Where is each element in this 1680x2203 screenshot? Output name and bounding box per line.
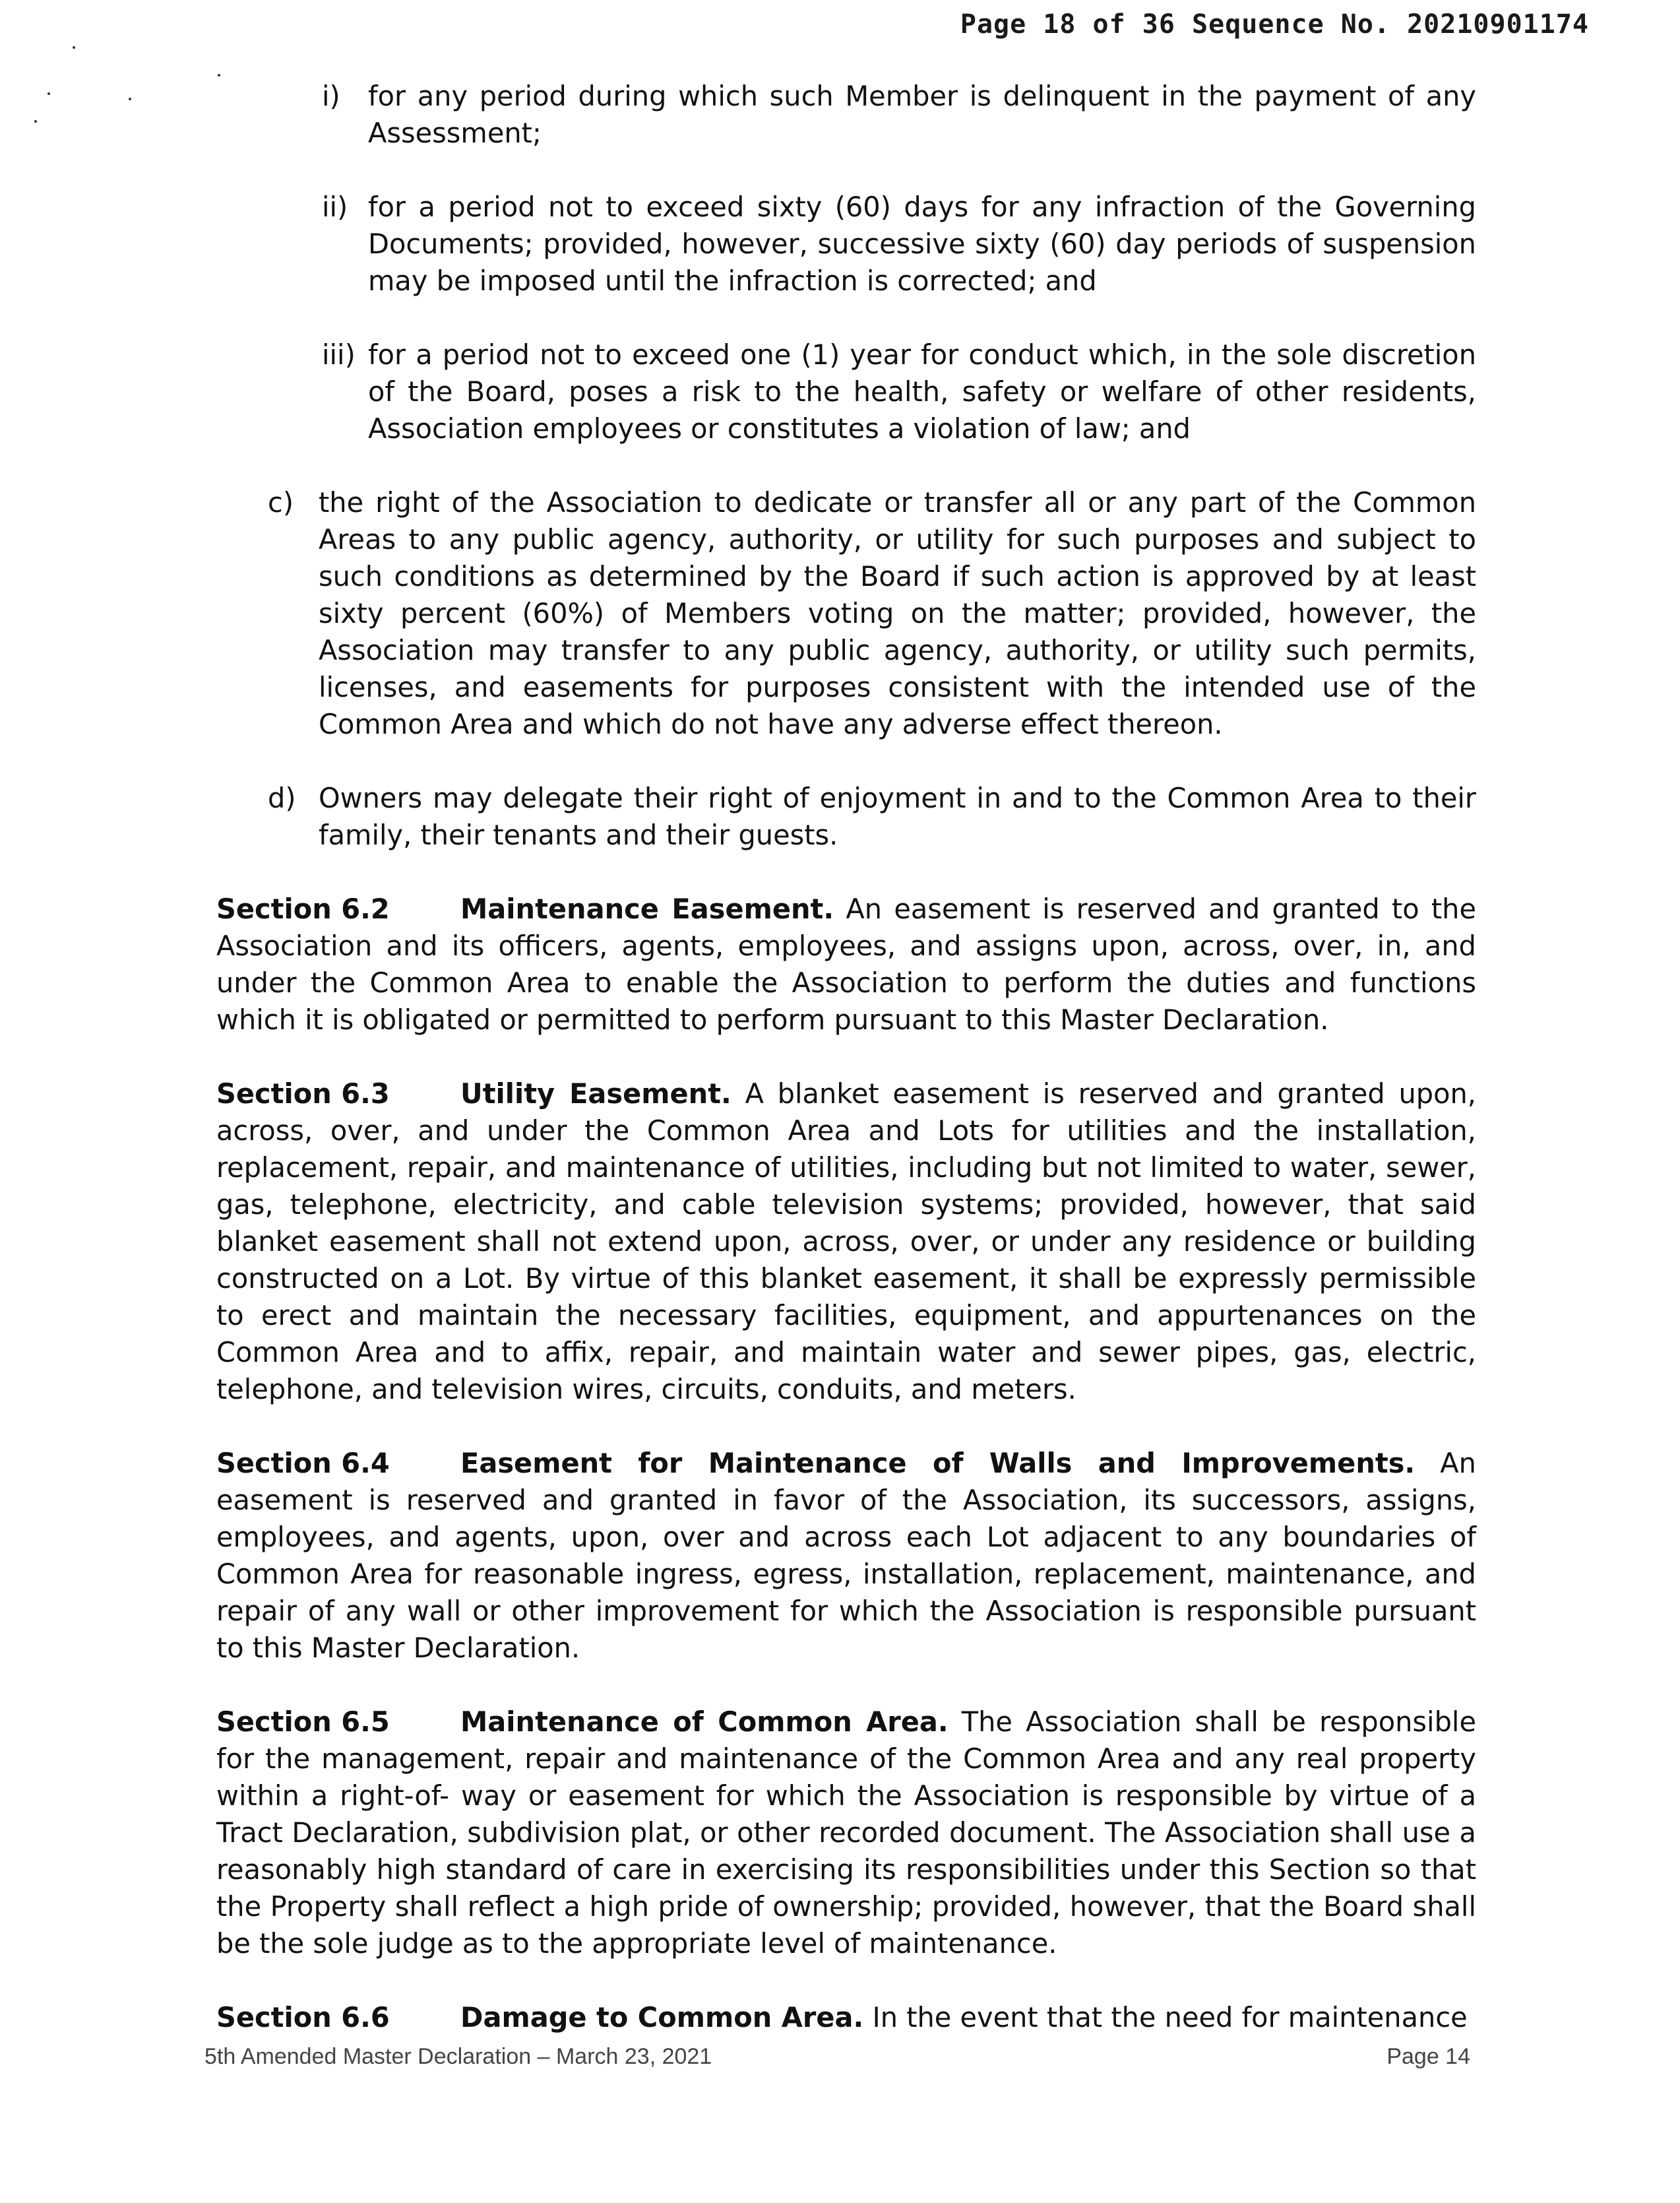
list-item-text: for a period not to exceed sixty (60) days for any infraction of the Governing Documents; provided, however, successive sixty (60) day periods of suspension may be imposed until the infraction is corrected; and [368, 191, 1476, 297]
section-body: An easement is reserved and granted in favor of the Association, its successors, assigns, employees, and agents, upon, over and across each Lot adjacent to any boundaries of Common Area for reasonable ingress, egress, installation, replacement, maintenance, and repair of any wall or other improvement for which the Association is responsible pursuant to this Master Declaration. [216, 1447, 1476, 1664]
section-title: Damage to Common Area. [460, 2001, 864, 2033]
list-item-c [216, 484, 1476, 743]
page-sequence-stamp: Page 18 of 36 Sequence No. 20210901174 [960, 9, 1589, 40]
section-6-2 [216, 891, 1476, 1038]
section-title: Maintenance Easement. [460, 893, 834, 925]
section-title: Maintenance of Common Area. [460, 1706, 949, 1738]
list-item-text: for any period during which such Member is delinquent in the payment of any Assessment; [368, 80, 1476, 149]
section-body: The Association shall be responsible for the management, repair and maintenance of the Common Area and any real property within a right-of- way or easement for which the Association is responsible by virtue of a Tract Declaration, subdivision plat, or other recorded document. The Association shall use a reasonably high standard of care in exercising its responsibilities under this Section so that the Property shall reflect a high pride of ownership; provided, however, that the Board shall be the sole judge as to the appropriate level of maintenance. [216, 1706, 1476, 1960]
section-body: A blanket easement is reserved and granted upon, across, over, and under the Common Area and Lots for utilities and the installation, replacement, repair, and maintenance of utilities, including but not limited to water, sewer, gas, telephone, electricity, and cable television systems; provided, however, that said blanket easement shall not extend upon, across, over, or under any residence or building constructed on a Lot. By virtue of this blanket easement, it shall be expressly permissible to erect and maintain the necessary facilities, equipment, and appurtenances on the Common Area and to affix, repair, and maintain water and sewer pipes, gas, electric, telephone, and television wires, circuits, conduits, and meters. [216, 1077, 1476, 1405]
section-6-3 [216, 1075, 1476, 1408]
list-marker: i) [322, 80, 340, 112]
footer-page-number: Page 14 [1386, 2044, 1470, 2069]
section-number: Section 6.2 [216, 893, 390, 925]
section-body: In the event that the need for maintenance [872, 2001, 1468, 2033]
list-marker: d) [268, 782, 296, 814]
sub-item-iii [216, 336, 1476, 447]
list-item-text: the right of the Association to dedicate or transfer all or any part of the Common Areas to any public agency, authority, or utility for such purposes and subject to such conditions as determined by the Board if such action is approved by at least sixty percent (60%) of Members voting on the matter; provided, however, the Association may transfer to any public agency, authority, or utility such permits, licenses, and easements for purposes consistent with the intended use of the Common Area and which do not have any adverse effect thereon. [319, 486, 1476, 740]
section-6-4 [216, 1445, 1476, 1667]
list-marker: c) [268, 486, 294, 519]
section-title: Easement for Maintenance of Walls and Improvements. [460, 1447, 1416, 1479]
section-number: Section 6.6 [216, 2001, 390, 2033]
document-body [216, 78, 1476, 2073]
sub-item-ii [216, 189, 1476, 300]
list-item-d [216, 780, 1476, 854]
list-item-text: Owners may delegate their right of enjoyment in and to the Common Area to their family, their tenants and their guests. [319, 782, 1476, 851]
page-footer [204, 2044, 1470, 2070]
section-body: An easement is reserved and granted to the Association and its officers, agents, employees, and assigns upon, across, over, in, and under the Common Area to enable the Association to perform the duties and functions which it is obligated or permitted to perform pursuant to this Master Declaration. [216, 893, 1477, 1036]
list-item-text: for a period not to exceed one (1) year for conduct which, in the sole discretion of the Board, poses a risk to the health, safety or welfare of other residents, Association employees or constitutes a violation of law; and [368, 338, 1476, 445]
footer-document-title: 5th Amended Master Declaration – March 23, 2021 [204, 2044, 712, 2069]
list-marker: ii) [322, 191, 348, 223]
section-number: Section 6.4 [216, 1447, 390, 1479]
section-number: Section 6.3 [216, 1077, 390, 1110]
section-title: Utility Easement. [460, 1077, 731, 1110]
list-marker: iii) [322, 338, 356, 371]
sub-item-i [216, 78, 1476, 152]
section-number: Section 6.5 [216, 1706, 390, 1738]
section-6-6 [216, 1999, 1476, 2036]
section-6-5 [216, 1704, 1476, 1962]
